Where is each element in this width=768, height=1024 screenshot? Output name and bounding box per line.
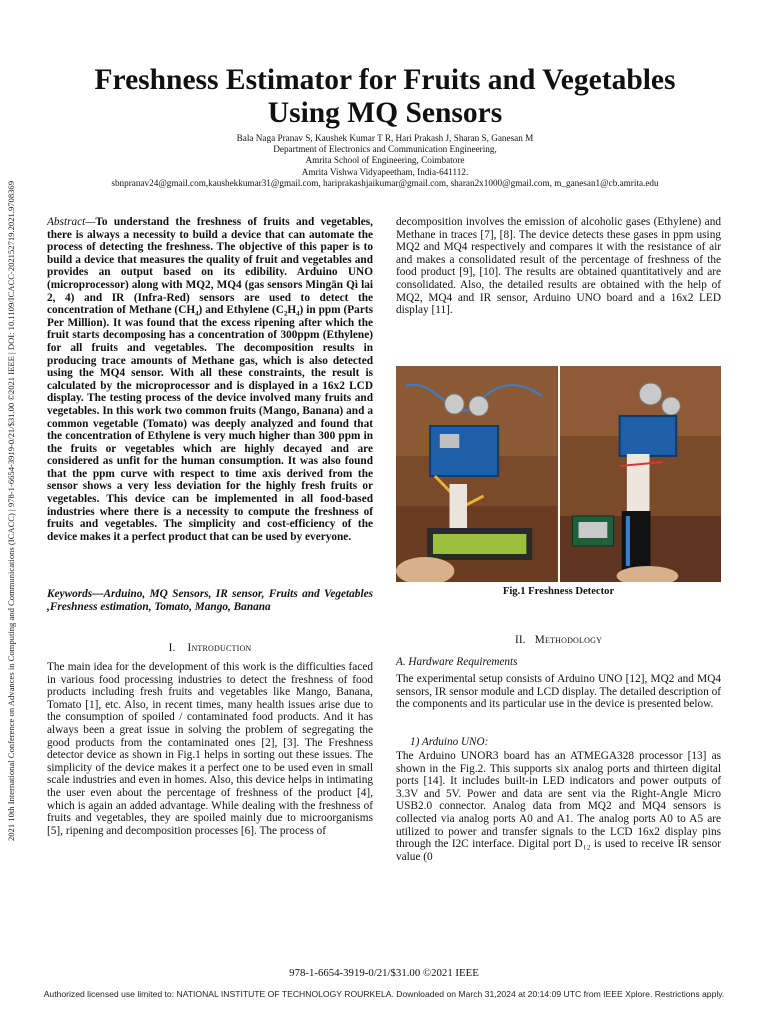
hardware-paragraph-text: The experimental setup consists of Arduino UNO [12], MQ2 and MQ4 sensors, IR sensor module and LCD display. The detailed description of the components and its particular use in the device is presented below. xyxy=(396,673,721,711)
title-line-2: Using MQ Sensors xyxy=(267,97,503,129)
section-number: II. xyxy=(514,634,526,646)
figure-photo-left xyxy=(396,366,558,582)
author-university: Amrita Vishwa Vidyapeetham, India-641112. xyxy=(301,166,469,177)
footer-license: Authorized licensed use limited to: NATIONAL INSTITUTE OF TECHNOLOGY ROURKELA. Downloaded on March 31,2024 at 20:14:09 UTC from IEEE Xplore. Restrictions apply. xyxy=(43,989,725,999)
author-school: Amrita School of Engineering, Coimbatore xyxy=(305,155,465,166)
abstract-body: To understand the freshness of fruits and vegetables, there is always a necessity to build a device that can automate the process of detecting the freshness. The objective of this paper is to build a device that measures the quality of fruit and vegetables and provides an output based on its edibility. Arduino UNO (microprocessor) along with MQ2, MQ4 (gas sensors Mingān Qì lai 2, 4) and IR (Infra-Red) sensors are used to detect the concentration of Methane (CH₄) and Ethylene (C₂H₄) in ppm (Parts Per Million). It was found that the excess ripening after which the fruit starts decomposing has a concentration of 300ppm (Ethylene) for all fruits and vegetables. The decomposition results in producing trace amounts of Methane gas, which is also detected using the MQ4 sensor. With all these constraints, the result is calculated by the microprocessor and is displayed in a 16x2 LCD display. The testing process of the device involved many fruits and vegetables. In this work two common fruits (Mango, Banana) and a common vegetable (Tomato) was deeply analyzed and found that the concentration of Ethylene is very much higher than 300 ppm in the fruits or vegetables which are highly decayed and are considered as unfit for the human consumption. It was also found that the ppm curve with respect to time axis derived from the sensor shows a very less deviation for the highly fresh fruits or vegetables. This device can be implemented in all food-based industries where there is a necessity to compute the freshness of fruits and vegetables. The simplicity and cost-efficiency of the device makes it a perfect product that can be used by everyone. xyxy=(47,216,373,543)
figure-caption: Fig.1 Freshness Detector xyxy=(502,586,615,597)
arduino-paragraph-text: The Arduino UNOR3 board has an ATMEGA328 processor [13] as shown in the Fig.2. This supports six analog ports and thirteen digital ports [14]. It includes built-in LED indicators and power outputs of 3.3V and 5V. Power and data are sent via the Right-Angle Micro USB2.0 connector. Analog data from MQ2 and MQ4 sensors is collected via analog ports A0 and A1. The analog ports A0 to A5 are utilized to power and transfer signals to the LCD 16x2 display pins through the I2C interface. Digital port D₁₂ is used to receive IR sensor value (0 xyxy=(396,750,721,863)
introduction-body xyxy=(47,661,373,837)
subsubsection-arduino-uno: 1) Arduino UNO: xyxy=(410,736,489,748)
intro-continuation xyxy=(396,216,721,317)
section-heading-introduction xyxy=(47,642,373,654)
abstract xyxy=(47,216,373,543)
footer-issn: 978-1-6654-3919-0/21/$31.00 ©2021 IEEE xyxy=(289,967,479,979)
section-title: Introduction xyxy=(187,642,252,654)
subsection-hardware-requirements: A. Hardware Requirements xyxy=(396,656,518,668)
section-heading-methodology xyxy=(396,634,721,646)
section-title: Methodology xyxy=(534,634,603,646)
keywords-text: Keywords—Arduino, MQ Sensors, IR sensor, Fruits and Vegetables ,Freshness estimation, Tomato, Mango, Banana xyxy=(47,588,373,613)
keywords xyxy=(47,588,373,613)
author-block xyxy=(60,133,710,189)
paper-title xyxy=(40,64,730,130)
abstract-lead: Abstract— xyxy=(47,216,96,228)
section-number: I. xyxy=(168,642,176,654)
figure-photo-right xyxy=(560,366,722,582)
intro-continuation-paragraph: decomposition involves the emission of alcoholic gases (Ethylene) and Methane in traces [7], [8]. The device detects these gases in ppm using MQ2 and MQ4 respectively and compares it with the resistance of air and makes a consolidated result of the percentage of freshness of the food product [9], [10]. The results are obtained quantitatively and are consolidated. Also, the detailed results are obtained with the help of MQ2, MQ4 and IR sensor, Arduino UNO board and a 16x2 LED display [11]. xyxy=(396,216,721,317)
arduino-paragraph xyxy=(396,750,721,863)
freshness-detector-photo-icon xyxy=(396,366,558,582)
author-names: Bala Naga Pranav S, Kaushek Kumar T R, Hari Prakash J, Sharan S, Ganesan M xyxy=(236,133,534,143)
introduction-paragraph: The main idea for the development of this work is the difficulties faced in various food processing industries to detect the freshness of food products including fresh fruits and vegetables like Mango, Banana, Tomato [1], etc. Also, in recent times, many health issues arise due to the consumption of spoiled / contaminated food products. And it has always been a great issue in solving the problem of segregating the good products from the contaminated ones [2], [3]. The Freshness detector device as shown in Fig.1 helps in sorting out these issues. The simplicity of the device makes it a perfect one to be used even in small scale industries and even in homes. Also, this device helps in intimating the user even about the percentage of freshness of the product [4], which is again an added advantage. While dealing with the freshness of fruits and vegetables, they are spoiled mainly due to microorganisms [5], ripening and decomposition processes [6]. The process of xyxy=(47,661,373,837)
author-department: Department of Electronics and Communication Engineering, xyxy=(273,144,497,155)
author-emails: sbnpranav24@gmail.com,kaushekkumar31@gmail.com, hariprakashjaikumar@gmail.com, sharan2x1000@gmail.com, m_ganesan1@cb.amrita.edu xyxy=(111,177,659,188)
conference-sidebar-text: 2021 10th International Conference on Advances in Computing and Communications (ICACC) | 978-1-6654-3919-0/21/$31.00 ©2021 IEEE | DOI: 10.1109/ICACC-202152719.2021.9708369 xyxy=(6,180,16,842)
hardware-paragraph xyxy=(396,673,721,711)
freshness-detector-closeup-icon xyxy=(560,366,722,582)
conference-sidebar xyxy=(4,138,18,884)
figure-1 xyxy=(396,366,721,582)
title-line-1: Freshness Estimator for Fruits and Vegetables xyxy=(94,64,676,96)
